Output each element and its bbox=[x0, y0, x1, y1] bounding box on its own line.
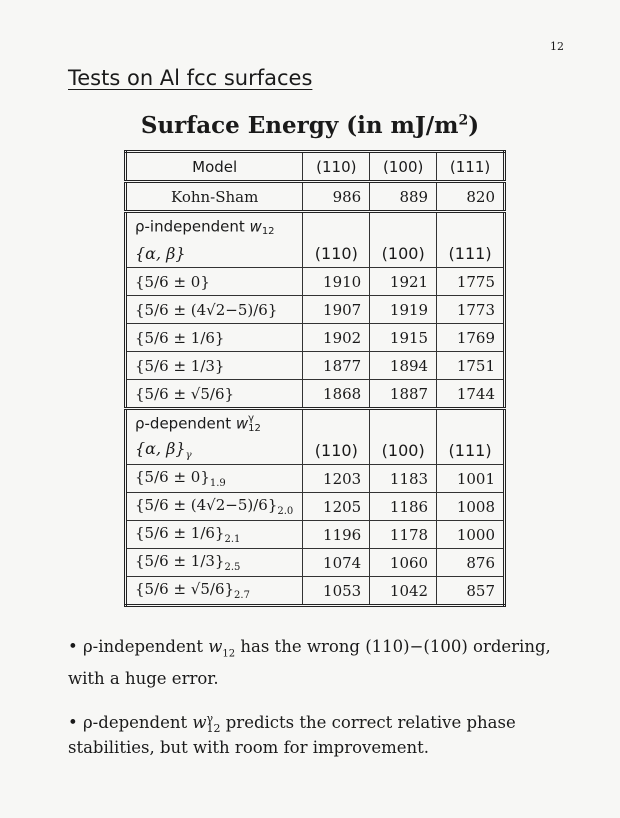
row-label-text: {5/6 ± 1/6} bbox=[135, 524, 225, 542]
table-cell: 1008 bbox=[437, 493, 505, 521]
table-cell: 986 bbox=[303, 182, 370, 212]
table-cell: 1751 bbox=[437, 352, 505, 380]
table-row bbox=[126, 352, 505, 380]
section-title-text: ρ-independent bbox=[135, 217, 250, 235]
table-cell: 889 bbox=[370, 182, 437, 212]
table-title bbox=[0, 112, 620, 139]
row-label-text: {5/6 ± 0} bbox=[135, 272, 210, 291]
bullet-sub: 12 bbox=[206, 721, 221, 735]
surface-energy-table bbox=[124, 150, 506, 607]
row-label bbox=[126, 493, 303, 521]
table-cell: 1919 bbox=[370, 296, 437, 324]
slide-title: Tests on Al fcc surfaces bbox=[68, 66, 313, 90]
table-cell: 1907 bbox=[303, 296, 370, 324]
empty-cell bbox=[303, 212, 370, 241]
rho-dependent-title bbox=[126, 409, 303, 438]
row-label-text: {5/6 ± 1/6} bbox=[135, 328, 225, 347]
header-110: (110) bbox=[303, 152, 370, 182]
section-title-sub: 12 bbox=[261, 225, 275, 237]
rho-dependent-col-header: (110) bbox=[303, 437, 370, 465]
section-title-sub: 12 bbox=[248, 422, 261, 434]
rho-independent-col-header: (111) bbox=[437, 240, 505, 268]
section-title-sup: γ bbox=[248, 412, 255, 424]
table-cell: 876 bbox=[437, 549, 505, 577]
rho-independent-param-row bbox=[126, 240, 505, 268]
kohn-sham-row bbox=[126, 182, 505, 212]
section-rho-independent bbox=[126, 212, 505, 409]
table-cell: 1042 bbox=[370, 577, 437, 606]
row-label-sub: 1.9 bbox=[209, 478, 226, 489]
section-rho-dependent bbox=[126, 409, 505, 606]
table-cell: 1921 bbox=[370, 268, 437, 296]
bullet-text: has the wrong (110)−(100) ordering, with a huge error. bbox=[68, 637, 551, 689]
section-title-text: ρ-dependent bbox=[135, 414, 236, 432]
table-cell: 1769 bbox=[437, 324, 505, 352]
table-row bbox=[126, 521, 505, 549]
row-label-text: {5/6 ± 0} bbox=[135, 468, 210, 486]
header-model: Model bbox=[126, 152, 303, 182]
row-label bbox=[126, 324, 303, 352]
row-label-text: {5/6 ± (4√2−5)/6} bbox=[135, 300, 278, 319]
bullet-text: • ρ-independent bbox=[68, 637, 209, 656]
table-row bbox=[126, 296, 505, 324]
param-label-sub: γ bbox=[185, 450, 192, 462]
table-cell: 1178 bbox=[370, 521, 437, 549]
table-cell: 1205 bbox=[303, 493, 370, 521]
rho-dependent-param-row bbox=[126, 437, 505, 465]
empty-cell bbox=[437, 409, 505, 438]
table-cell: 1074 bbox=[303, 549, 370, 577]
bullet-point-1 bbox=[68, 634, 568, 691]
table-row bbox=[126, 465, 505, 493]
section-title-symbol: w bbox=[249, 217, 262, 235]
rho-independent-col-header: (100) bbox=[370, 240, 437, 268]
rho-independent-param-label bbox=[126, 240, 303, 268]
empty-cell bbox=[303, 409, 370, 438]
row-label bbox=[126, 352, 303, 380]
row-label-text: {5/6 ± √5/6} bbox=[135, 580, 235, 598]
table-cell: 1868 bbox=[303, 380, 370, 409]
table-cell: 1915 bbox=[370, 324, 437, 352]
table-header-row bbox=[126, 152, 505, 182]
section-title-symbol: w bbox=[235, 414, 249, 432]
row-label-text: {5/6 ± √5/6} bbox=[135, 384, 235, 403]
param-label-text: {α, β} bbox=[135, 439, 186, 459]
empty-cell bbox=[370, 212, 437, 241]
row-label-text: {5/6 ± 1/3} bbox=[135, 356, 225, 375]
row-label bbox=[126, 577, 303, 606]
table-title-text: Surface Energy bbox=[140, 112, 339, 139]
table-row bbox=[126, 268, 505, 296]
row-label-sub: 2.5 bbox=[224, 562, 241, 573]
table-cell: 1186 bbox=[370, 493, 437, 521]
bullet-text: predicts the correct relative phase stabilities, but with room for improvement. bbox=[68, 713, 516, 757]
table-cell: 1001 bbox=[437, 465, 505, 493]
table-cell: 1183 bbox=[370, 465, 437, 493]
table-row bbox=[126, 577, 505, 606]
row-label bbox=[126, 296, 303, 324]
rho-dependent-param-label bbox=[126, 437, 303, 465]
row-label bbox=[126, 521, 303, 549]
table-row bbox=[126, 380, 505, 409]
param-label-text: {α, β} bbox=[135, 244, 186, 263]
bullet-symbol: w bbox=[192, 713, 207, 732]
row-label-sub: 2.0 bbox=[277, 506, 294, 517]
empty-cell bbox=[370, 409, 437, 438]
table-cell: 1877 bbox=[303, 352, 370, 380]
bullet-symbol: w bbox=[208, 637, 223, 656]
table-cell: 1000 bbox=[437, 521, 505, 549]
bullet-sub: 12 bbox=[222, 648, 236, 660]
page-number: 12 bbox=[550, 40, 564, 53]
row-label-text: {5/6 ± (4√2−5)/6} bbox=[135, 496, 278, 514]
header-111: (111) bbox=[437, 152, 505, 182]
kohn-sham-label: Kohn-Sham bbox=[126, 182, 303, 212]
row-label bbox=[126, 465, 303, 493]
table-cell: 1894 bbox=[370, 352, 437, 380]
table-cell: 1910 bbox=[303, 268, 370, 296]
table-title-units: (in $mJ/m^2$) bbox=[346, 112, 480, 139]
table-cell: 1203 bbox=[303, 465, 370, 493]
row-label-text: {5/6 ± 1/3} bbox=[135, 552, 225, 570]
row-label bbox=[126, 268, 303, 296]
row-label bbox=[126, 549, 303, 577]
rho-independent-title bbox=[126, 212, 303, 241]
table-cell: 1902 bbox=[303, 324, 370, 352]
bullet-point-2 bbox=[68, 710, 568, 760]
bullet-text: • ρ-dependent bbox=[68, 713, 193, 732]
rho-dependent-col-header: (111) bbox=[437, 437, 505, 465]
empty-cell bbox=[437, 212, 505, 241]
table-row bbox=[126, 493, 505, 521]
section-title-sup bbox=[262, 217, 275, 227]
row-label bbox=[126, 380, 303, 409]
table-cell: 1775 bbox=[437, 268, 505, 296]
table-cell: 1773 bbox=[437, 296, 505, 324]
row-label-sub: 2.1 bbox=[224, 534, 241, 545]
bullet-sup: γ bbox=[206, 711, 214, 725]
rho-dependent-title-row bbox=[126, 409, 505, 438]
rho-independent-title-row bbox=[126, 212, 505, 241]
table-cell: 820 bbox=[437, 182, 505, 212]
table-cell: 1887 bbox=[370, 380, 437, 409]
table-cell: 1053 bbox=[303, 577, 370, 606]
table-row bbox=[126, 549, 505, 577]
header-100: (100) bbox=[370, 152, 437, 182]
table-cell: 857 bbox=[437, 577, 505, 606]
table-cell: 1744 bbox=[437, 380, 505, 409]
rho-dependent-col-header: (100) bbox=[370, 437, 437, 465]
table-row bbox=[126, 324, 505, 352]
table-cell: 1060 bbox=[370, 549, 437, 577]
rho-independent-col-header: (110) bbox=[303, 240, 370, 268]
table-cell: 1196 bbox=[303, 521, 370, 549]
row-label-sub: 2.7 bbox=[234, 590, 250, 601]
